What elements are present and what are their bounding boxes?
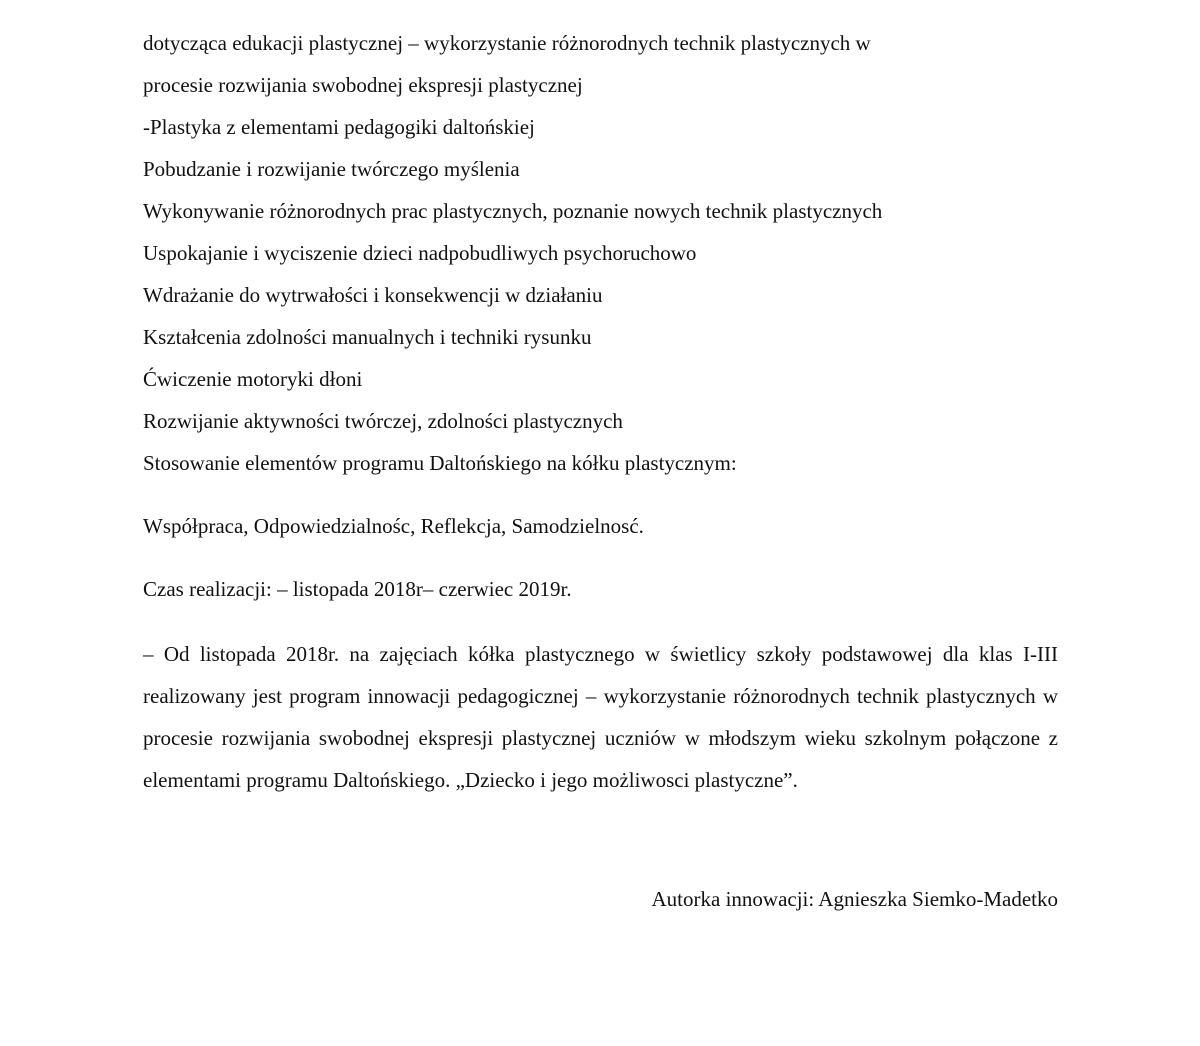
text-line: Kształcenia zdolności manualnych i techniki rysunku	[143, 325, 592, 349]
text-line: Wykonywanie różnorodnych prac plastycznych, poznanie nowych technik plastycznych	[143, 199, 883, 223]
text-line: dotycząca edukacji plastycznej – wykorzystanie różnorodnych technik plastycznych w	[143, 31, 871, 55]
text-line: Ćwiczenie motoryki dłoni	[143, 367, 363, 391]
author-signature: Autorka innowacji: Agnieszka Siemko-Madetko	[651, 887, 1058, 911]
text-line: procesie rozwijania swobodnej ekspresji plastycznej	[143, 73, 583, 97]
dalton-values-paragraph: Współpraca, Odpowiedzialnośc, Reflekcja, Samodzielnosć.	[143, 514, 644, 538]
text-line: Stosowanie elementów programu Daltońskiego na kółku plastycznym:	[143, 451, 737, 475]
realization-time-paragraph: Czas realizacji: – listopada 2018r– czerwiec 2019r.	[143, 577, 572, 601]
program-goals-list	[143, 22, 1058, 484]
text-line: -Plastyka z elementami pedagogiki daltońskiej	[143, 115, 535, 139]
text-line: Rozwijanie aktywności twórczej, zdolności plastycznych	[143, 409, 623, 433]
text-line: Wdrażanie do wytrwałości i konsekwencji w działaniu	[143, 283, 603, 307]
text-line: Uspokajanie i wyciszenie dzieci nadpobudliwych psychoruchowo	[143, 241, 697, 265]
text-line: Pobudzanie i rozwijanie twórczego myślenia	[143, 157, 520, 181]
program-description-paragraph: – Od listopada 2018r. na zajęciach kółka plastycznego w świetlicy szkoły podstawowej dla klas I-III realizowany jest program innowacji pedagogicznej – wykorzystanie różnorodnych technik plastycznych w procesie rozwijania swobodnej ekspresji plastycznej uczniów w młodszym wieku szkolnym połączone z elementami programu Daltońskiego. „Dziecko i jego możliwosci plastyczne”.	[143, 642, 1058, 792]
